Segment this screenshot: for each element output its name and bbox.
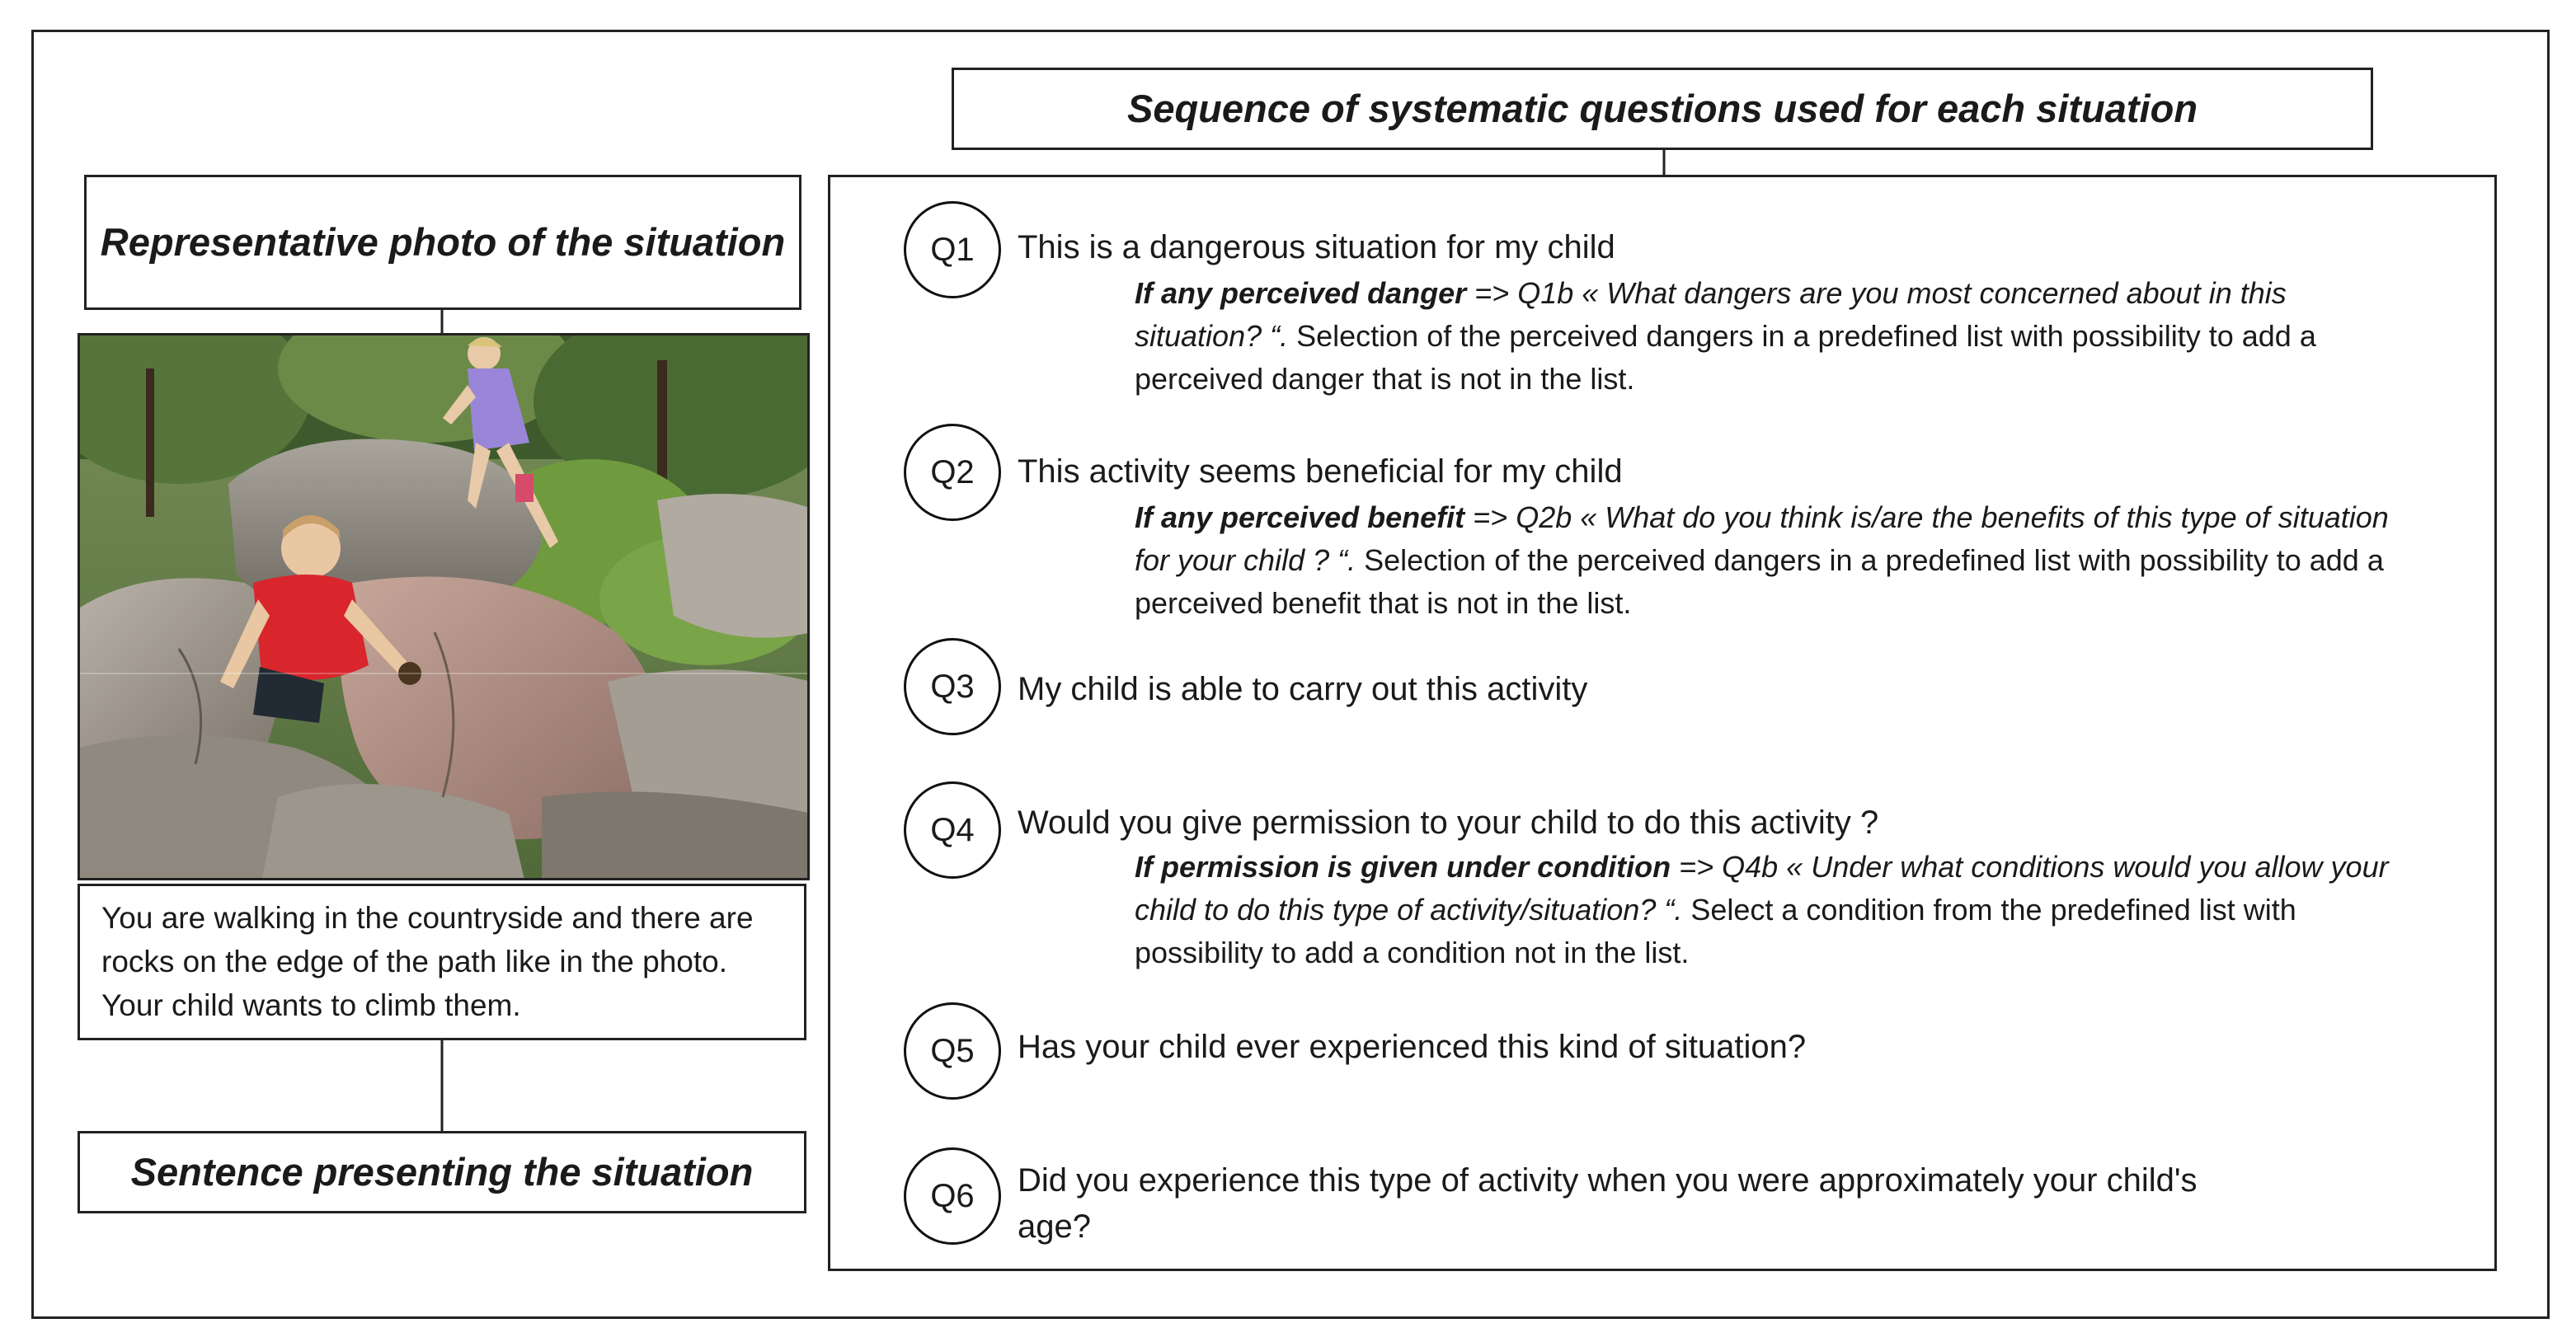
q2-circle	[904, 424, 1001, 521]
sentence-heading: Sentence presenting the situation	[78, 1131, 806, 1213]
q4-text: Would you give permission to your child to do this activity ?	[1018, 805, 1879, 841]
questions-heading: Sequence of systematic questions used for each situation	[952, 68, 2373, 150]
q6-circle	[904, 1147, 1001, 1245]
q4-follow-up	[1135, 846, 2421, 974]
q1-circle	[904, 201, 1001, 298]
q4-label: Q4	[930, 811, 975, 848]
q2-follow-up-italic: => Q2b « What do you think is/are the benefits of this type of situation for your child ? “.	[1135, 500, 2389, 577]
q2-label: Q2	[930, 453, 975, 490]
situation-sentence: You are walking in the countryside and there are rocks on the edge of the path like in the photo. Your child wants to climb them.	[101, 901, 754, 1022]
q3-label: Q3	[930, 668, 975, 705]
q4-circle	[904, 781, 1001, 879]
q3-text: My child is able to carry out this activity	[1018, 671, 1588, 707]
q2-follow-up	[1135, 496, 2421, 625]
q4-follow-up-bold: If permission is given under condition	[1135, 850, 1671, 884]
q2-follow-up-plain: Selection of the perceived dangers in a predefined list with possibility to add a perceived benefit that is not in the list.	[1135, 543, 2384, 620]
q5-circle	[904, 1002, 1001, 1100]
q1-follow-up-bold: If any perceived danger	[1135, 276, 1467, 310]
situation-photo	[78, 333, 810, 880]
q5-label: Q5	[930, 1032, 975, 1069]
q1-follow-up-italic: => Q1b « What dangers are you most concerned about in this situation? “.	[1135, 276, 2287, 353]
q3-circle	[904, 638, 1001, 735]
q1-text: This is a dangerous situation for my child	[1018, 229, 1615, 265]
photo-heading: Representative photo of the situation	[84, 175, 801, 310]
situation-sentence-box	[78, 884, 806, 1040]
q4-follow-up-italic: => Q4b « Under what conditions would you allow your child to do this type of activity/situation? “.	[1135, 850, 2389, 927]
q1-follow-up-plain: Selection of the perceived dangers in a predefined list with possibility to add a perceived danger that is not in the list.	[1135, 319, 2316, 396]
q6-label: Q6	[930, 1177, 975, 1214]
q2-text: This activity seems beneficial for my child	[1018, 453, 1623, 490]
q2-follow-up-bold: If any perceived benefit	[1135, 500, 1465, 534]
q5-text: Has your child ever experienced this kind of situation?	[1018, 1029, 1807, 1065]
q1-follow-up	[1135, 272, 2421, 401]
q4-follow-up-plain: Select a condition from the predefined list with possibility to add a condition not in the list.	[1135, 893, 2296, 969]
q6-text-line2: age?	[1018, 1208, 1091, 1245]
q1-label: Q1	[930, 231, 975, 268]
q6-text-line1: Did you experience this type of activity when you were approximately your child's	[1018, 1162, 2198, 1199]
